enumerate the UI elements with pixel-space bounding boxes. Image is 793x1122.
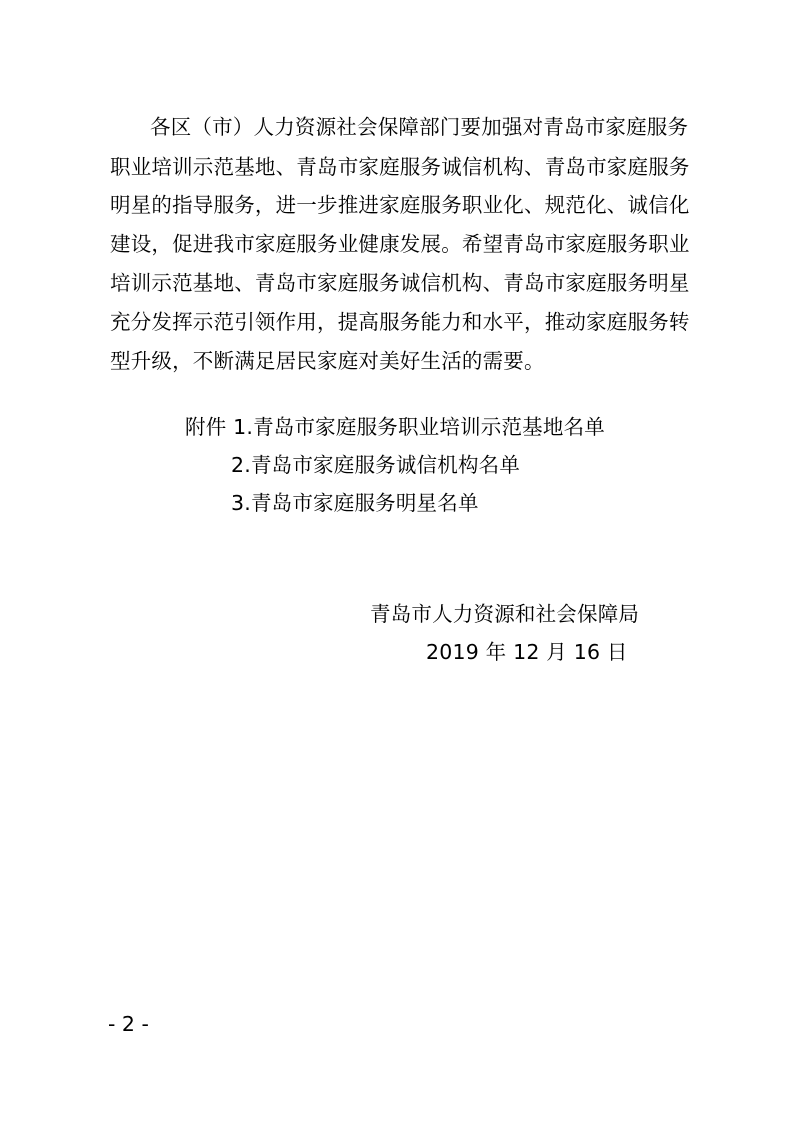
signature-organization: 青岛市人力资源和社会保障局 (370, 602, 640, 626)
attachment-heading: 附件 1.青岛市家庭服务职业培训示范基地名单 (185, 415, 605, 439)
page-number: - 2 - (108, 1012, 149, 1036)
body-paragraph-line: 职业培训示范基地、青岛市家庭服务诚信机构、青岛市家庭服务 (110, 155, 690, 179)
attachment-item: 3.青岛市家庭服务明星名单 (231, 491, 479, 515)
body-paragraph-line: 培训示范基地、青岛市家庭服务诚信机构、青岛市家庭服务明星 (110, 271, 690, 295)
body-paragraph-line: 各区（市）人力资源社会保障部门要加强对青岛市家庭服务 (150, 115, 689, 139)
body-paragraph-line: 明星的指导服务，进一步推进家庭服务职业化、规范化、诚信化 (110, 193, 690, 217)
body-paragraph-line: 充分发挥示范引领作用，提高服务能力和水平，推动家庭服务转 (110, 310, 690, 334)
body-paragraph-line: 建设，促进我市家庭服务业健康发展。希望青岛市家庭服务职业 (110, 232, 690, 256)
body-paragraph-line: 型升级，不断满足居民家庭对美好生活的需要。 (110, 349, 545, 373)
attachment-item: 2.青岛市家庭服务诚信机构名单 (231, 453, 521, 477)
signature-date: 2019 年 12 月 16 日 (426, 640, 628, 664)
